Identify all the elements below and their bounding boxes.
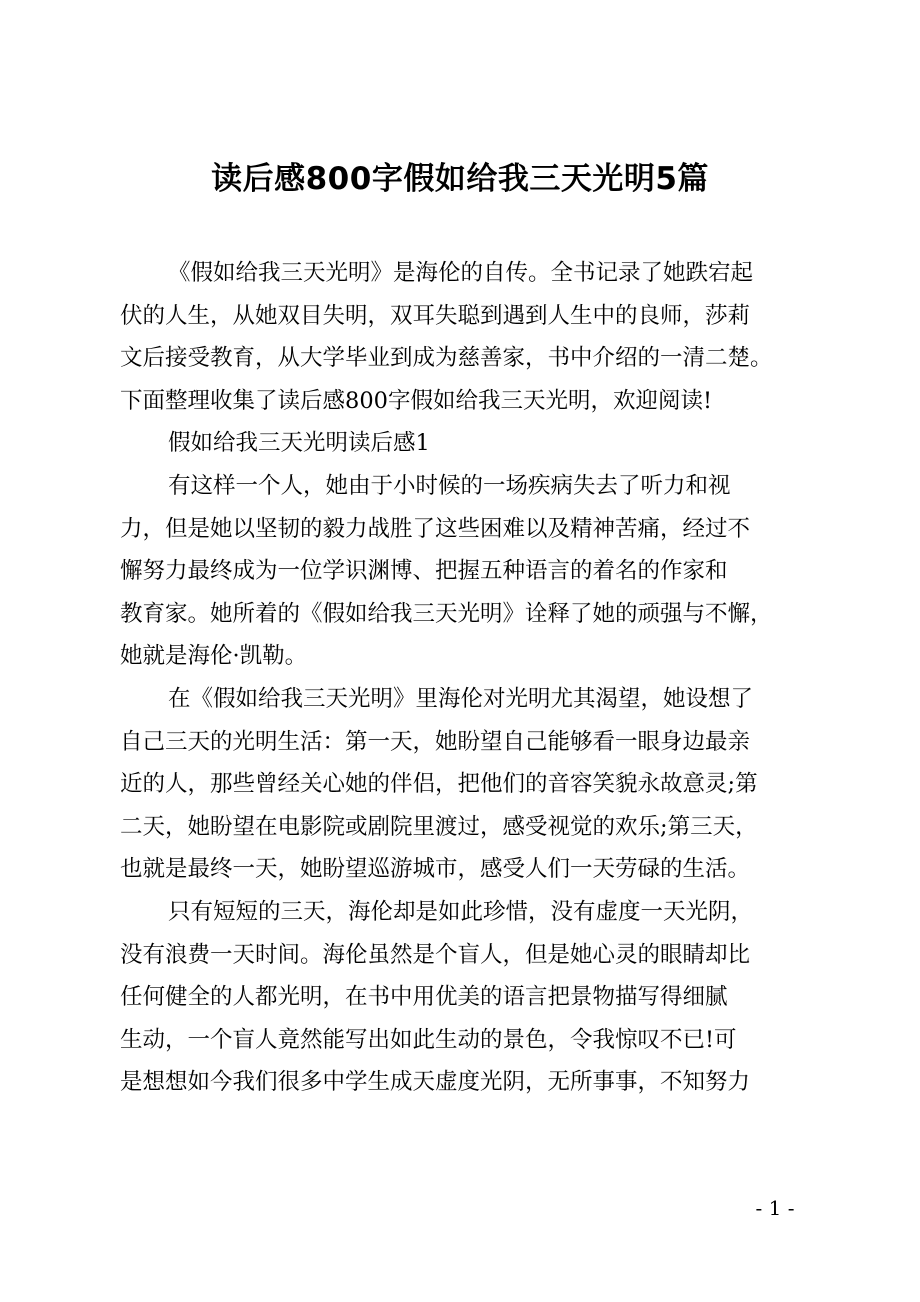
- paragraph-line: 自己三天的光明生活：第一天，她盼望自己能够看一眼身边最亲: [120, 728, 751, 755]
- paragraph-line: 她就是海伦·凯勒。: [120, 643, 308, 670]
- paragraph-line: 有这样一个人，她由于小时候的一场疾病失去了听力和视: [168, 472, 731, 499]
- paragraph-line: 《假如给我三天光明》是海伦的自传。全书记录了她跌宕起: [168, 260, 754, 286]
- paragraph-line: 只有短短的三天，海伦却是如此珍惜，没有虚度一天光阴，: [168, 898, 754, 925]
- paragraph-line: 文后接受教育，从大学毕业到成为慈善家，书中介绍的一清二楚。: [120, 345, 773, 372]
- paragraph-line: 力，但是她以坚韧的毅力战胜了这些困难以及精神苦痛，经过不: [120, 515, 751, 542]
- paragraph-line: 在《假如给我三天光明》里海伦对光明尤其渴望，她设想了: [168, 685, 754, 712]
- paragraph-line: 懈努力最终成为一位学识渊博、把握五种语言的着名的作家和: [120, 558, 728, 585]
- paragraph-line: 伏的人生，从她双目失明，双耳失聪到遇到人生中的良师，莎莉: [120, 302, 751, 329]
- document-body: [120, 252, 820, 1104]
- paragraph-line: 没有浪费一天时间。海伦虽然是个盲人，但是她心灵的眼睛却比: [120, 941, 751, 968]
- paragraph-line: 下面整理收集了读后感800字假如给我三天光明，欢迎阅读!: [120, 387, 712, 414]
- paragraph-line: 二天，她盼望在电影院或剧院里渡过，感受视觉的欢乐;第三天，: [120, 813, 758, 840]
- page-number: - 1 -: [755, 1196, 795, 1220]
- paragraph-line: 教育家。她所着的《假如给我三天光明》诠释了她的顽强与不懈，: [120, 600, 773, 627]
- paragraph-line: 任何健全的人都光明，在书中用优美的语言把景物描写得细腻: [120, 984, 728, 1011]
- paragraph-line: 是想想如今我们很多中学生成天虚度光阴，无所事事，不知努力: [120, 1069, 751, 1096]
- paragraph-line: 生动，一个盲人竟然能写出如此生动的景色，令我惊叹不已!可: [120, 1026, 737, 1053]
- paragraph-line: 近的人，那些曾经关心她的伴侣，把他们的音容笑貌永故意灵;第: [120, 771, 758, 798]
- paragraph-line: 也就是最终一天，她盼望巡游城市，感受人们一天劳碌的生活。: [120, 856, 751, 883]
- section-heading: 假如给我三天光明读后感1: [168, 430, 430, 457]
- document-title: 读后感800字假如给我三天光明5篇: [211, 161, 709, 197]
